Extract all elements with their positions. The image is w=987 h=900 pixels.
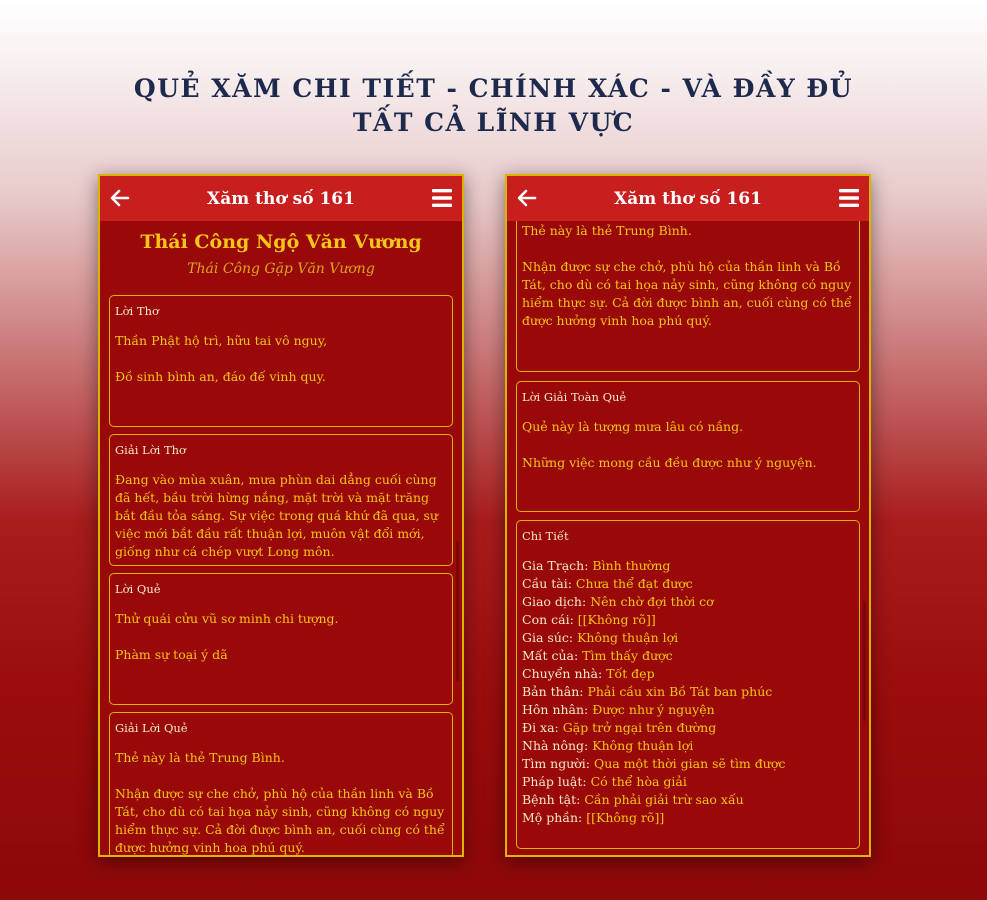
detail-row <box>522 647 854 665</box>
app-bar <box>100 176 462 221</box>
detail-row <box>522 755 854 773</box>
detail-row <box>522 809 854 827</box>
card-loi-tho <box>109 295 453 427</box>
detail-value: Nên chờ đợi thời cơ <box>590 594 714 609</box>
card-label: Giải Lời Thơ <box>115 443 186 457</box>
detail-value: Gặp trở ngại trên đường <box>562 720 717 735</box>
card-label: Lời Thơ <box>115 304 159 318</box>
detail-key: Bản thân: <box>522 684 584 699</box>
promo-headline <box>0 72 987 140</box>
detail-value: Không thuận lợi <box>577 630 679 645</box>
detail-row <box>522 719 854 737</box>
detail-value: Có thể hòa giải <box>590 774 687 789</box>
back-arrow-icon[interactable] <box>108 186 132 210</box>
detail-value: Tốt đẹp <box>606 666 655 681</box>
scrollbar-thumb[interactable] <box>456 541 459 681</box>
card-loi-que <box>109 573 453 705</box>
scrollbar-thumb[interactable] <box>863 601 866 721</box>
detail-key: Nhà nông: <box>522 738 589 753</box>
headline-line-1: QUẺ XĂM CHI TIẾT - CHÍNH XÁC - VÀ ĐẦY ĐỦ <box>133 74 854 103</box>
detail-row <box>522 593 854 611</box>
card-loi-giai-toan-que <box>516 381 860 512</box>
card-text: Thần Phật hộ trì, hữu tai vô nguy, <box>115 333 328 348</box>
card-text: Quẻ này là tượng mưa lâu có nắng. <box>522 419 744 434</box>
detail-row <box>522 701 854 719</box>
card-text: Nhận được sự che chở, phù hộ của thần linh và Bồ Tát, cho dù có tai họa nảy sinh, cũng không có nguy hiểm thực sự. Cả đời được bình an, cuối cùng có thể được hưởng vinh hoa phú quý. <box>115 786 445 855</box>
detail-row <box>522 791 854 809</box>
detail-key: Hôn nhân: <box>522 702 589 717</box>
detail-key: Gia Trạch: <box>522 558 589 573</box>
detail-key: Con cái: <box>522 612 574 627</box>
card-text: Thẻ này là thẻ Trung Bình. <box>522 223 692 238</box>
poem-title: Thái Công Ngộ Văn Vương <box>140 231 422 253</box>
detail-value: Cần phải giải trừ sao xấu <box>584 792 744 807</box>
detail-key: Pháp luật: <box>522 774 587 789</box>
detail-key: Bệnh tật: <box>522 792 581 807</box>
card-text: Những việc mong cầu đều được như ý nguyện. <box>522 455 817 470</box>
detail-row <box>522 773 854 791</box>
scroll-content[interactable] <box>100 221 462 855</box>
detail-value: Không thuận lợi <box>592 738 694 753</box>
card-label: Chi Tiết <box>522 529 569 543</box>
card-text: Đồ sinh bình an, đáo đế vinh quy. <box>115 369 326 384</box>
detail-key: Chuyển nhà: <box>522 666 603 681</box>
card-giai-loi-tho <box>109 434 453 566</box>
detail-value: Bình thường <box>592 558 671 573</box>
app-bar-title: Xăm thơ số 161 <box>614 188 762 209</box>
detail-key: Đi xa: <box>522 720 559 735</box>
card-text: Đang vào mùa xuân, mưa phùn dai dẳng cuối cùng đã hết, bầu trời hừng nắng, mặt trời và mặt trăng bắt đầu tỏa sáng. Sự việc trong quá khứ đã qua, sự việc mới bắt đầu rất thuận lợi, muôn vật đổi mới, giống như cá chép vượt Long môn. <box>115 472 439 559</box>
card-text: Thẻ này là thẻ Trung Bình. <box>115 750 285 765</box>
detail-row <box>522 737 854 755</box>
hamburger-menu-icon[interactable] <box>837 186 861 210</box>
phone-screen-left <box>98 174 464 857</box>
detail-row <box>522 629 854 647</box>
detail-key: Cầu tài: <box>522 576 572 591</box>
card-giai-loi-que-continued <box>516 221 860 372</box>
detail-row <box>522 557 854 575</box>
detail-value: Phải cầu xin Bồ Tát ban phúc <box>587 684 773 699</box>
back-arrow-icon[interactable] <box>515 186 539 210</box>
detail-list <box>522 557 854 827</box>
detail-value: Chưa thể đạt được <box>575 576 693 591</box>
card-text: Thử quái cửu vũ sơ minh chi tượng. <box>115 611 339 626</box>
detail-row <box>522 611 854 629</box>
card-label: Lời Quẻ <box>115 582 161 596</box>
detail-key: Tìm người: <box>522 756 590 771</box>
detail-row <box>522 575 854 593</box>
detail-value: Tìm thấy được <box>582 648 673 663</box>
detail-value: [[Không rõ]] <box>577 612 656 627</box>
card-giai-loi-que <box>109 712 453 855</box>
hamburger-menu-icon[interactable] <box>430 186 454 210</box>
headline-line-2: TẤT CẢ LĨNH VỰC <box>352 108 635 137</box>
app-bar-title: Xăm thơ số 161 <box>207 188 355 209</box>
card-text: Nhận được sự che chở, phù hộ của thần linh và Bồ Tát, cho dù có tai họa nảy sinh, cũng không có nguy hiểm thực sự. Cả đời được bình an, cuối cùng có thể được hưởng vinh hoa phú quý. <box>522 259 852 328</box>
card-label: Lời Giải Toàn Quẻ <box>522 390 627 404</box>
poem-subtitle: Thái Công Gặp Văn Vương <box>187 261 375 277</box>
detail-row <box>522 665 854 683</box>
detail-key: Mất của: <box>522 648 579 663</box>
scroll-content[interactable] <box>507 221 869 855</box>
detail-key: Gia súc: <box>522 630 574 645</box>
detail-value: Được như ý nguyện <box>592 702 715 717</box>
phone-screen-right <box>505 174 871 857</box>
detail-key: Giao dịch: <box>522 594 587 609</box>
card-text: Phàm sự toại ý dã <box>115 647 228 662</box>
detail-value: [[Không rõ]] <box>586 810 665 825</box>
app-bar <box>507 176 869 221</box>
detail-row <box>522 683 854 701</box>
card-chi-tiet <box>516 520 860 849</box>
detail-key: Mộ phần: <box>522 810 583 825</box>
card-label: Giải Lời Quẻ <box>115 721 188 735</box>
detail-value: Qua một thời gian sẽ tìm được <box>593 756 786 771</box>
